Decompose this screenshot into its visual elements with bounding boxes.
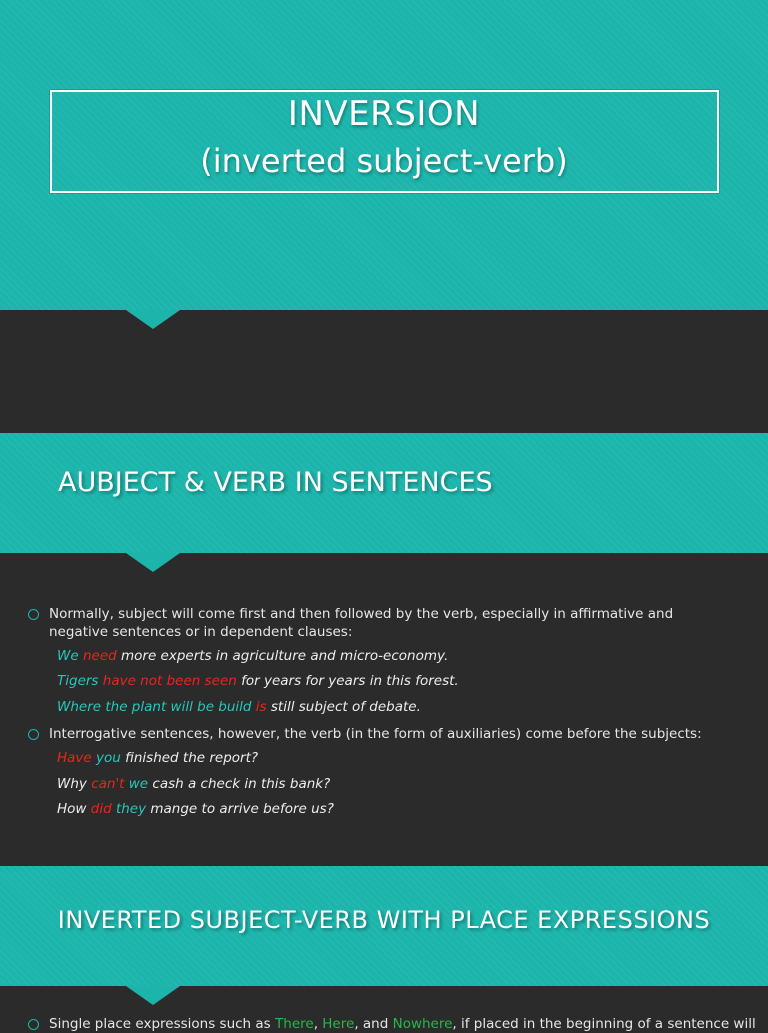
sentence-rest: for years for years in this forest. <box>236 673 459 689</box>
header-notch <box>126 310 180 329</box>
text-segment: , and <box>354 1016 393 1032</box>
sentence-start: How <box>57 801 91 817</box>
example-sentence <box>57 776 330 792</box>
slide-subtitle: (inverted subject-verb) <box>200 142 568 180</box>
sentence-rest: mange to arrive before us? <box>146 801 334 817</box>
text-segment: , if placed in the beginning of a sentence will <box>452 1016 756 1032</box>
text-segment: Single place expressions such as <box>49 1016 276 1032</box>
bullet-text: Interrogative sentences, however, the verb (in the form of auxiliaries) come before the subjects: <box>49 726 702 742</box>
header-notch <box>126 553 180 572</box>
slide1-body <box>0 310 768 433</box>
highlight-word: There <box>275 1016 314 1032</box>
subject-text: We <box>57 648 79 664</box>
subject-text: we <box>128 776 149 792</box>
bullet-icon <box>28 609 39 620</box>
subject-text: Where the plant will be build <box>57 699 252 715</box>
slide2-heading: AUBJECT & VERB IN SENTENCES <box>58 467 493 498</box>
verb-text: need <box>82 648 117 664</box>
sentence-start: Why <box>57 776 92 792</box>
header-notch <box>126 986 180 1005</box>
subject-text: you <box>96 750 121 766</box>
bullet-icon <box>28 1019 39 1030</box>
slide3-heading: INVERTED SUBJECT-VERB WITH PLACE EXPRESSIONS <box>57 906 711 934</box>
bullet-text: Normally, subject will come first and then followed by the verb, especially in affirmative and negative sentences or in dependent clauses: <box>49 606 674 640</box>
sentence-rest: more experts in agriculture and micro-economy. <box>116 648 449 664</box>
sentence-rest: still subject of debate. <box>266 699 421 715</box>
subject-text: they <box>115 801 147 817</box>
verb-text: can't <box>91 776 125 792</box>
slide-title: INVERSION <box>287 94 481 134</box>
bullet-icon <box>28 729 39 740</box>
verb-text: Have <box>57 750 92 766</box>
verb-text: have not been seen <box>102 673 237 689</box>
subject-text: Tigers <box>57 673 99 689</box>
bullet-text <box>49 1015 756 1033</box>
text-segment: , <box>313 1016 323 1032</box>
example-sentence <box>57 699 421 715</box>
verb-text: did <box>90 801 112 817</box>
sentence-rest: finished the report? <box>120 750 259 766</box>
example-sentence <box>57 750 258 766</box>
example-sentence <box>57 648 448 664</box>
highlight-word: Nowhere <box>392 1016 453 1032</box>
sentence-rest: cash a check in this bank? <box>148 776 331 792</box>
example-sentence <box>57 801 334 817</box>
verb-text: is <box>255 699 267 715</box>
highlight-word: Here <box>322 1016 355 1032</box>
example-sentence <box>57 673 459 689</box>
